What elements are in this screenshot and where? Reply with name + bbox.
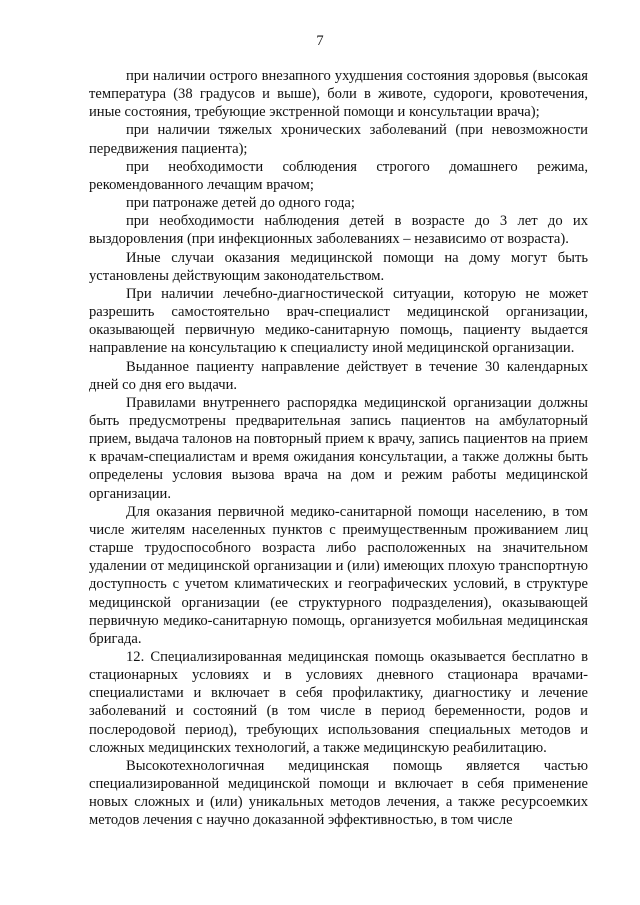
paragraph: Высокотехнологичная медицинская помощь является частью специализированной медицинской помощи и включает в себя применение новых сложных и (или) уникальных методов лечения, а также ресурсоемких методов лечения с научно доказанной эффективностью, в том числе [89,757,588,829]
paragraph: 12. Специализированная медицинская помощь оказывается бесплатно в стационарных условиях и в условиях дневного стационара врачами-специалистами и включает в себя профилактику, диагностику и лечение заболеваний и состояний (в том числе в период беременности, родов и послеродовой период), требующих использования специальных методов и сложных медицинских технологий, а также медицинскую реабилитацию. [89,649,588,756]
paragraph: при наличии острого внезапного ухудшения состояния здоровья (высокая температура (38 градусов и выше), боли в животе, судороги, кровотечения, иные состояния, требующие экстренной помощи и консультации врача); [89,68,588,121]
paragraph: при патронаже детей до одного года; [126,195,355,212]
document-body [89,67,588,830]
paragraph: При наличии лечебно-диагностической ситуации, которую не может разрешить самостоятельно врач-специалист медицинской организации, оказывающей первичную медико-санитарную помощь, пациенту выдается направление на консультацию к специалисту иной медицинской организации. [89,285,588,357]
paragraph: Выданное пациенту направление действует в течение 30 календарных дней со дня его выдачи. [89,358,588,393]
paragraph: Иные случаи оказания медицинской помощи на дому могут быть установлены действующим законодательством. [89,249,588,284]
page-number: 7 [316,33,324,49]
paragraph: Правилами внутреннего распорядка медицинской организации должны быть предусмотрены предварительная запись пациентов на амбулаторный прием, выдача талонов на повторный прием к врачу, запись пациентов на прием к врачам-специалистам и время ожидания консультации, а также должны быть определены условия вызова врача на дом и режим работы медицинской организации. [89,394,589,502]
paragraph: Для оказания первичной медико-санитарной помощи населению, в том числе жителям населенных пунктов с преимущественным проживанием лиц старше трудоспособного возраста либо расположенных на значительном удалении от медицинской организации и (или) имеющих плохую транспортную доступность с учетом климатических и географических условий, в структуре медицинской организации (ее структурного подразделения), оказывающей первичную медико-санитарную помощь, организуется мобильная медицинская бригада. [89,503,588,647]
paragraph: при необходимости соблюдения строгого домашнего режима, рекомендованного лечащим врачом; [89,158,588,193]
paragraph: при наличии тяжелых хронических заболеваний (при невозможности передвижения пациента); [89,122,588,157]
paragraph: при необходимости наблюдения детей в возрасте до 3 лет до их выздоровления (при инфекционных заболеваниях – независимо от возраста). [89,213,588,248]
